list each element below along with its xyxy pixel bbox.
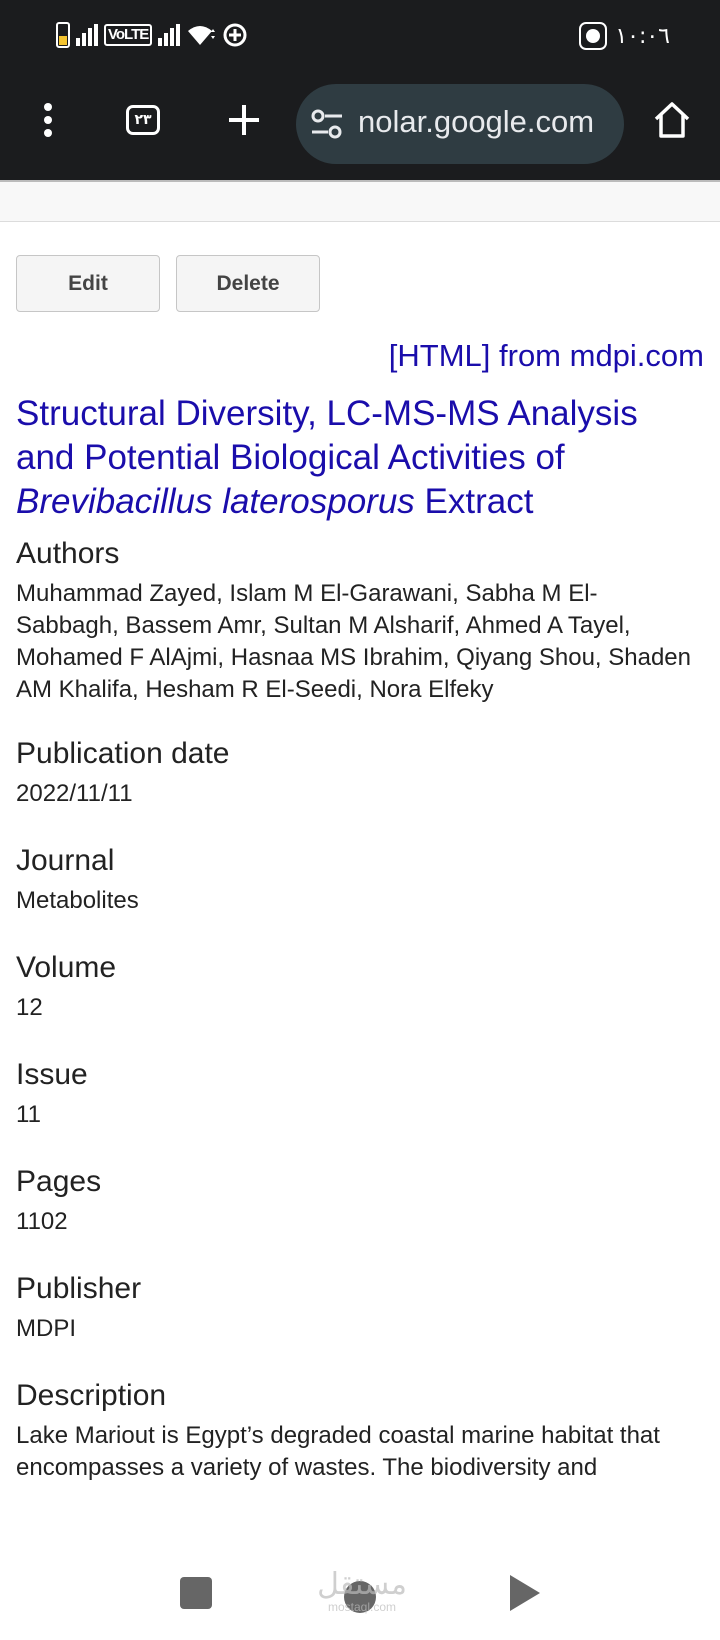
wifi-icon xyxy=(186,23,216,47)
issue-field xyxy=(16,1057,696,1131)
volume-value: 12 xyxy=(16,994,43,1021)
watermark-logo xyxy=(312,1569,412,1613)
pages-field xyxy=(16,1164,696,1238)
volume-label: Volume xyxy=(16,951,117,984)
clock: ١٠:٠٦ xyxy=(615,23,670,49)
back-button[interactable] xyxy=(510,1575,540,1611)
address-bar[interactable] xyxy=(296,84,624,164)
home-icon xyxy=(652,101,692,139)
signal-icon xyxy=(76,24,98,46)
publication-date-value: 2022/11/11 xyxy=(16,780,133,807)
title-end: Extract xyxy=(414,482,534,521)
description-label: Description xyxy=(16,1379,167,1412)
home-button[interactable] xyxy=(642,90,702,150)
journal-value: Metabolites xyxy=(16,887,139,914)
edit-button[interactable]: Edit xyxy=(16,255,160,312)
watermark-url: mostaql.com xyxy=(327,1600,397,1614)
description-value: Lake Mariout is Egypt’s degraded coastal marine habitat that encompasses a variety of wastes. The biodiversity and xyxy=(16,1422,660,1481)
publisher-label: Publisher xyxy=(16,1272,142,1305)
vertical-dots-icon xyxy=(41,102,55,138)
status-bar xyxy=(0,0,720,72)
tune-icon[interactable] xyxy=(310,108,344,140)
publication-date-field xyxy=(16,736,696,810)
delete-button[interactable]: Delete xyxy=(176,255,320,312)
tab-switcher-icon: ٢٣ xyxy=(126,105,160,135)
notification-app-icon xyxy=(579,22,607,50)
battery-icon xyxy=(56,22,70,48)
authors-label: Authors xyxy=(16,537,120,570)
data-saver-icon xyxy=(222,22,248,48)
tab-switcher-button[interactable] xyxy=(113,90,173,150)
page-header-strip xyxy=(0,180,720,222)
pages-value: 1102 xyxy=(16,1208,68,1235)
system-nav-bar xyxy=(0,1545,720,1640)
pages-label: Pages xyxy=(16,1165,102,1198)
status-right xyxy=(579,22,670,50)
recents-button[interactable] xyxy=(180,1577,212,1609)
authors-field xyxy=(16,536,696,706)
journal-field xyxy=(16,843,696,917)
signal-icon-2 xyxy=(158,24,180,46)
journal-label: Journal xyxy=(16,844,115,877)
publisher-field xyxy=(16,1271,696,1345)
watermark-arabic: مستقل xyxy=(317,1567,407,1602)
html-source-link[interactable]: [HTML] from mdpi.com xyxy=(388,338,704,373)
publication-date-label: Publication date xyxy=(16,737,230,770)
status-left-icons xyxy=(56,22,248,48)
issue-label: Issue xyxy=(16,1058,88,1091)
volte-badge: VoLTE xyxy=(104,24,152,46)
volume-field xyxy=(16,950,696,1024)
title-text: Structural Diversity, LC-MS-MS Analysis and Potential Biological Activities of xyxy=(16,394,638,477)
new-tab-button[interactable] xyxy=(214,90,274,150)
authors-value: Muhammad Zayed, Islam M El-Garawani, Sabha M El-Sabbagh, Bassem Amr, Sultan M Alsharif, Ahmed A Tayel, Mohamed F AlAjmi, Hasnaa MS Ibrahim, Qiyang Shou, Shaden AM Khalifa, Hesham R El-Seedi, Nora Elfeky xyxy=(16,580,691,703)
issue-value: 11 xyxy=(16,1101,41,1128)
action-buttons xyxy=(16,255,320,312)
browser-toolbar xyxy=(0,76,720,176)
url-text: nolar.google.com xyxy=(358,104,595,139)
title-species: Brevibacillus laterosporus xyxy=(16,482,415,521)
publisher-value: MDPI xyxy=(16,1315,76,1342)
menu-button[interactable] xyxy=(18,90,78,150)
description-field xyxy=(16,1378,696,1484)
plus-icon xyxy=(227,103,261,137)
browser-chrome xyxy=(0,0,720,180)
article-title-link[interactable] xyxy=(16,392,676,524)
